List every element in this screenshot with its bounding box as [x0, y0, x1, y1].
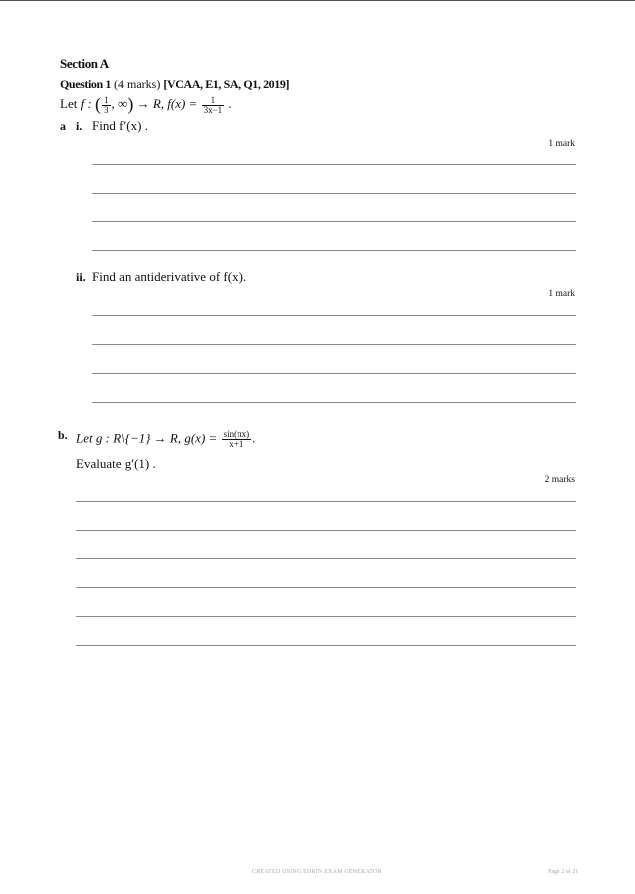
answer-line[interactable]: [92, 315, 576, 316]
part-aii-text: Find an antiderivative of f(x).: [92, 269, 247, 284]
close-paren: ): [127, 94, 134, 114]
section-title: Section A: [60, 56, 109, 71]
let-text: Let: [60, 96, 81, 111]
answer-line[interactable]: [92, 250, 576, 251]
page-number: Page 2 of 21: [548, 869, 579, 875]
part-ai-label: i.: [76, 119, 83, 133]
question-header: [60, 77, 289, 92]
question-number: Question 1: [60, 77, 112, 91]
part-aii-marks: 1 mark: [548, 289, 575, 299]
answer-line[interactable]: [92, 193, 576, 194]
question-source: [VCAA, E1, SA, Q1, 2019]: [163, 77, 290, 91]
answer-line[interactable]: [92, 402, 576, 403]
part-b-label: b.: [58, 428, 68, 442]
part-b-marks: 2 marks: [544, 475, 575, 485]
answer-line[interactable]: [76, 616, 576, 617]
function-definition-f: [60, 94, 232, 115]
domain-fraction: [102, 96, 111, 115]
answer-line[interactable]: [76, 587, 576, 588]
part-ai-text: Find f′(x) .: [92, 118, 148, 133]
function-definition-g: [76, 430, 255, 449]
question-marks: (4 marks): [114, 77, 161, 91]
answer-line[interactable]: [92, 164, 576, 165]
f-def-start: f :: [80, 96, 96, 111]
answer-line[interactable]: [92, 373, 576, 374]
part-ai-marks: 1 mark: [548, 139, 575, 149]
f-denominator: 3x−1: [203, 104, 223, 115]
g-def-start: Let g : R\{−1} → R, g(x) =: [76, 430, 221, 446]
answer-line[interactable]: [92, 221, 576, 222]
f-numerator: 1: [202, 96, 225, 106]
answer-line[interactable]: [76, 530, 576, 531]
answer-line[interactable]: [92, 344, 576, 345]
page-top-border: [0, 0, 635, 1]
g-denominator: x+1: [229, 439, 244, 449]
f-fraction: [202, 96, 225, 115]
answer-line[interactable]: [76, 501, 576, 502]
g-def-end: .: [252, 430, 256, 446]
g-fraction: [222, 430, 252, 449]
g-numerator: sin(πx): [223, 429, 250, 439]
f-def-rule: → R, f(x) =: [133, 96, 201, 111]
footer-generator: CREATED USING EDRIN EXAM GENERATOR: [252, 869, 382, 875]
f-def-end: .: [225, 96, 232, 111]
answer-line[interactable]: [76, 645, 576, 646]
open-paren: (: [95, 94, 102, 114]
domain-denominator: 3: [104, 104, 109, 115]
domain-tail: , ∞: [111, 96, 128, 111]
part-a-label: a: [60, 119, 66, 133]
domain-numerator: 1: [104, 94, 109, 105]
answer-line[interactable]: [76, 558, 576, 559]
part-aii-label: ii.: [76, 270, 86, 284]
part-b-text: Evaluate g′(1) .: [76, 456, 156, 471]
